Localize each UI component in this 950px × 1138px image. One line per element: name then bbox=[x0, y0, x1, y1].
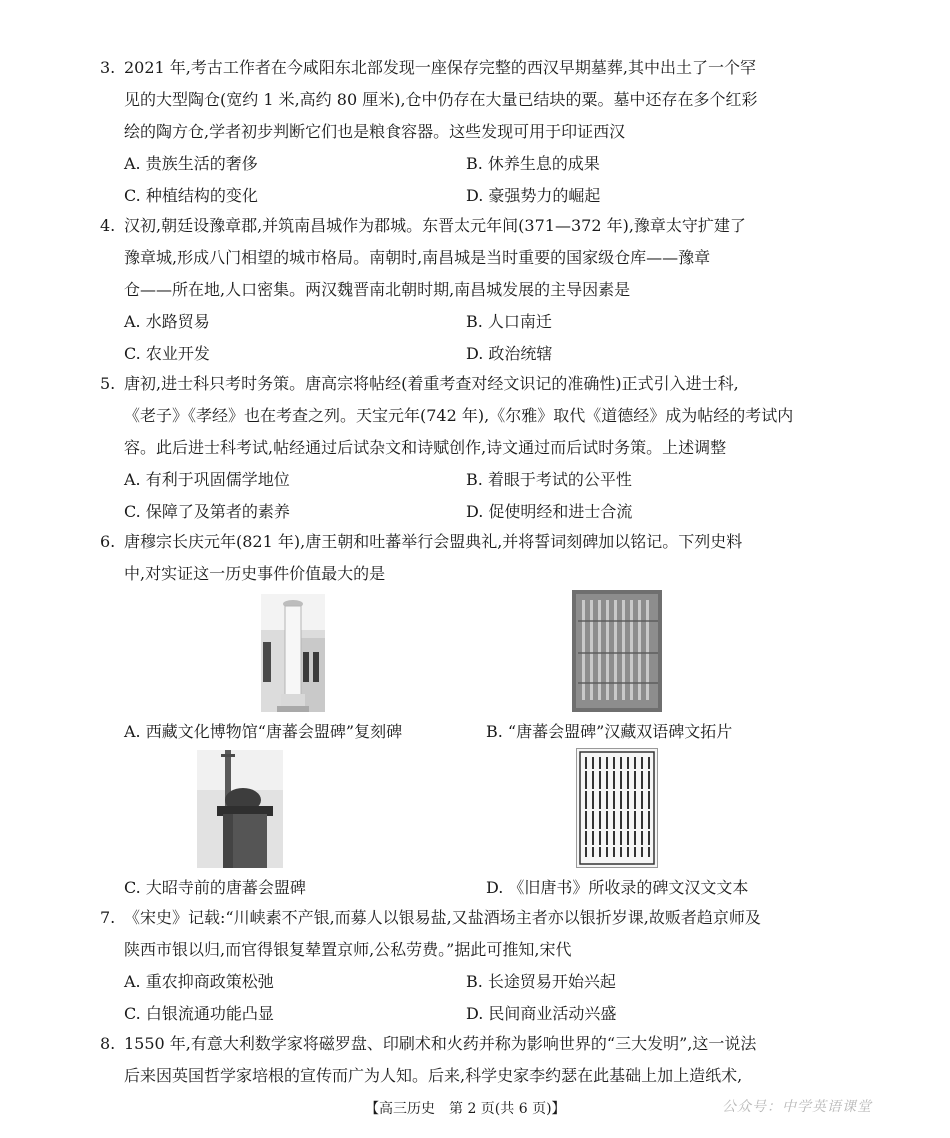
question-line: 1550 年,有意大利数学家将磁罗盘、印刷术和火药并称为影响世界的“三大发明”,这一说法 bbox=[124, 1034, 757, 1053]
option-c: C. 白银流通功能凸显 bbox=[124, 1004, 274, 1023]
question-6 bbox=[100, 526, 836, 590]
option-d: D. 政治统辖 bbox=[466, 344, 553, 363]
rubbing-image bbox=[572, 590, 662, 712]
question-5 bbox=[100, 368, 836, 528]
book-page-image bbox=[577, 749, 657, 867]
question-line: 《宋史》记载:“川峡素不产银,而募人以银易盐,又盐酒场主者亦以银折岁课,故贩者趋京师及 bbox=[124, 908, 761, 927]
image-row-1 bbox=[124, 594, 836, 754]
option-a: A. 有利于巩固儒学地位 bbox=[124, 470, 290, 489]
question-line: 中,对实证这一历史事件价值最大的是 bbox=[124, 564, 386, 583]
option-b: B. “唐蕃会盟碑”汉藏双语碑文拓片 bbox=[486, 722, 733, 741]
option-d: D. 促使明经和进士合流 bbox=[466, 502, 633, 521]
question-line: 唐初,进士科只考时务策。唐高宗将帖经(着重考查对经文识记的准确性)正式引入进士科, bbox=[124, 374, 739, 393]
question-number: 8. bbox=[100, 1034, 116, 1053]
question-line: 容。此后进士科考试,帖经通过后试杂文和诗赋创作,诗文通过而后试时务策。上述调整 bbox=[124, 438, 727, 457]
question-7 bbox=[100, 902, 836, 1030]
question-number: 5. bbox=[100, 374, 116, 393]
question-number: 4. bbox=[100, 216, 116, 235]
page-footer bbox=[0, 1098, 950, 1120]
old-tang-book-photo bbox=[576, 748, 658, 868]
question-number: 6. bbox=[100, 532, 116, 551]
question-4 bbox=[100, 210, 836, 370]
option-b: B. 人口南迁 bbox=[466, 312, 552, 331]
rubbing-photo bbox=[572, 590, 662, 712]
image-row-2 bbox=[124, 750, 836, 910]
jokhang-stele-photo bbox=[197, 750, 283, 868]
option-b: B. 休养生息的成果 bbox=[466, 154, 600, 173]
option-c: C. 大昭寺前的唐蕃会盟碑 bbox=[124, 878, 306, 897]
option-a: A. 西藏文化博物馆“唐蕃会盟碑”复刻碑 bbox=[124, 722, 403, 741]
option-b: B. 着眼于考试的公平性 bbox=[466, 470, 632, 489]
option-c: C. 种植结构的变化 bbox=[124, 186, 258, 205]
option-d: D. 《旧唐书》所收录的碑文汉文文本 bbox=[486, 878, 749, 897]
watermark: 公众号：中学英语课堂 bbox=[722, 1099, 872, 1115]
question-line: 陕西市银以归,而官得银复辇置京师,公私劳费。”据此可推知,宋代 bbox=[124, 940, 572, 959]
question-number: 3. bbox=[100, 58, 116, 77]
option-c: C. 保障了及第者的素养 bbox=[124, 502, 290, 521]
jokhang-stele-image bbox=[197, 750, 283, 868]
question-line: 绘的陶方仓,学者初步判断它们也是粮食容器。这些发现可用于印证西汉 bbox=[124, 122, 626, 141]
question-line: 仓——所在地,人口密集。两汉魏晋南北朝时期,南昌城发展的主导因素是 bbox=[124, 280, 631, 299]
question-line: 唐穆宗长庆元年(821 年),唐王朝和吐蕃举行会盟典礼,并将誓词刻碑加以铭记。下列史料 bbox=[124, 532, 743, 551]
option-d: D. 豪强势力的崛起 bbox=[466, 186, 601, 205]
question-line: 汉初,朝廷设豫章郡,并筑南昌城作为郡城。东晋太元年间(371—372 年),豫章太守扩建了 bbox=[124, 216, 746, 235]
question-line: 豫章城,形成八门相望的城市格局。南朝时,南昌城是当时重要的国家级仓库——豫章 bbox=[124, 248, 711, 267]
option-b: B. 长途贸易开始兴起 bbox=[466, 972, 616, 991]
option-a: A. 贵族生活的奢侈 bbox=[124, 154, 258, 173]
option-d: D. 民间商业活动兴盛 bbox=[466, 1004, 617, 1023]
question-3 bbox=[100, 52, 836, 212]
question-line: 《老子》《孝经》也在考查之列。天宝元年(742 年),《尔雅》取代《道德经》成为帖经的考试内 bbox=[124, 406, 794, 425]
question-number: 7. bbox=[100, 908, 116, 927]
replica-stele-photo bbox=[261, 594, 325, 712]
option-a: A. 重农抑商政策松弛 bbox=[124, 972, 274, 991]
question-8 bbox=[100, 1028, 836, 1092]
page-number-label: 【高三历史 第 2 页(共 6 页)】 bbox=[365, 1101, 566, 1117]
replica-stele-image bbox=[261, 594, 325, 712]
option-a: A. 水路贸易 bbox=[124, 312, 210, 331]
question-line: 2021 年,考古工作者在今咸阳东北部发现一座保存完整的西汉早期墓葬,其中出土了一个罕 bbox=[124, 58, 756, 77]
option-c: C. 农业开发 bbox=[124, 344, 210, 363]
question-line: 后来因英国哲学家培根的宣传而广为人知。后来,科学史家李约瑟在此基础上加上造纸术, bbox=[124, 1066, 743, 1085]
question-line: 见的大型陶仓(宽约 1 米,高约 80 厘米),仓中仍存在大量已结块的粟。墓中还存在多个红彩 bbox=[124, 90, 758, 109]
